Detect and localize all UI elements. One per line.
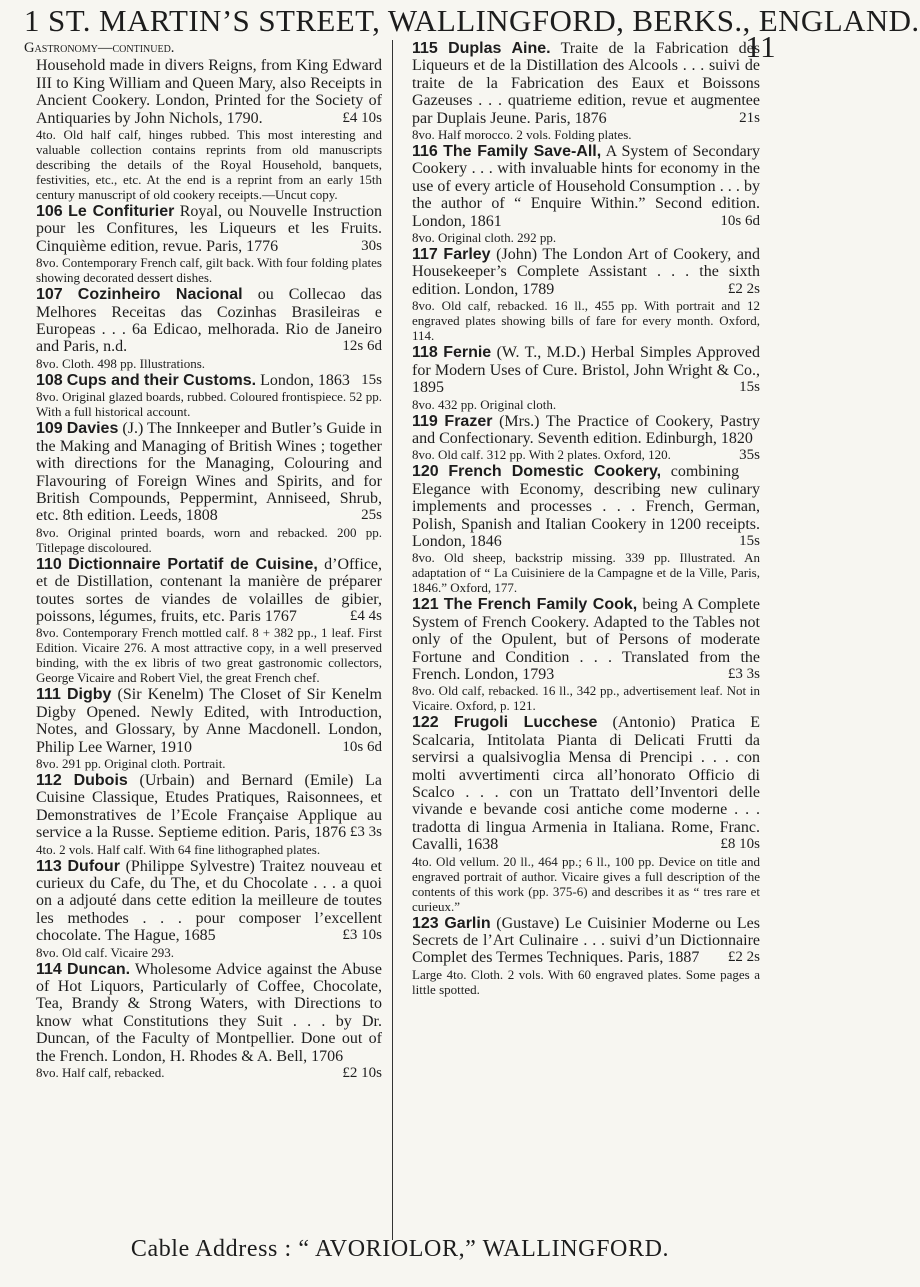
entry-description: 4to. Old vellum. 20 ll., 464 pp.; 6 ll., 100 pp. Device on title and engraved portrait of author. Vicaire gives a full description of the contents of this work (pp. 375-6) and describes it as “ tres rare et curieux.”	[412, 853, 760, 914]
entry-price: £2 10s	[342, 1065, 382, 1082]
entry-title: Duncan.	[66, 960, 131, 978]
catalogue-entry	[400, 344, 760, 411]
entry-description: 8vo. Half calf, rebacked.	[36, 1065, 165, 1081]
catalogue-entry	[24, 420, 382, 554]
catalogue-entry	[24, 286, 382, 371]
entry-description: 8vo. Old calf, rebacked. 16 ll., 342 pp., advertisement leaf. Not in Vicaire. Oxford, p. 121.	[412, 683, 760, 714]
cable-address: Cable Address : “ AVORIOLOR,” WALLINGFORD.	[130, 1236, 670, 1262]
entry-number: 116	[412, 143, 438, 161]
entry-price: £2 2s	[727, 280, 760, 297]
section-heading: Gastronomy—continued.	[24, 40, 175, 56]
catalogue-entry	[400, 143, 760, 245]
catalogue-entry	[400, 246, 760, 343]
entry-description: 4to. 2 vols. Half calf. With 64 fine lithographed plates.	[36, 841, 321, 857]
catalogue-entry	[400, 413, 760, 463]
entry-number: 108	[36, 371, 63, 389]
entry-text: (Sir Kenelm) The Closet of Sir Kenelm Digby Opened. Newly Edited, with Introduction, Notes, and Glossary, by Anne Macdonell. London, Philip Lee Warner, 1910	[36, 686, 382, 756]
catalogue-entry	[400, 463, 760, 595]
entry-price: 10s 6d	[720, 212, 760, 229]
entry-title: Le Confiturier	[68, 203, 175, 221]
entry-description: 8vo. Contemporary French mottled calf. 8 + 382 pp., 1 leaf. First Edition. Vicaire 276. A most attractive copy, in a well preserved binding, with the ex libris of two great gastronomic collectors, George Vicaire and Robert Viel, the great French chef.	[36, 625, 382, 686]
entry-price: £3 10s	[342, 927, 382, 944]
catalogue-entry	[24, 556, 382, 686]
entry-number: 111	[36, 686, 61, 704]
entry-text: d’Office, et de Distillation, contenant la manière de préparer toutes sortes de viandes de volailles de gibier, poissons, légumes, fruits, etc. Paris 1767	[36, 555, 383, 625]
entry-title: Dubois	[73, 771, 128, 789]
entry-title: Fernie	[443, 344, 492, 362]
entry-price: 10s 6d	[342, 738, 382, 755]
entry-number: 114	[36, 960, 62, 978]
entry-price: £3 3s	[727, 665, 760, 682]
entry-price: 30s	[361, 237, 382, 254]
entry-title: Frazer	[444, 412, 493, 430]
entry-description: Large 4to. Cloth. 2 vols. With 60 engraved plates. Some pages a little spotted.	[412, 966, 760, 997]
catalogue-entry	[400, 714, 760, 913]
entry-number: 109	[36, 420, 63, 438]
entry-price: £2 2s	[727, 949, 760, 966]
entry-text: Household made in divers Reigns, from King Edward III to King William and Queen Mary, also Receipts in Ancient Cookery. London, Printed for the Society of Antiquaries by John Nichols, 1790.	[36, 57, 382, 127]
entry-number: 118	[412, 344, 438, 362]
entry-text: London, 1863	[260, 371, 350, 389]
entry-title: Garlin	[444, 914, 491, 932]
catalogue-entry	[24, 57, 382, 202]
entry-description: 8vo. 432 pp. Original cloth.	[412, 396, 557, 412]
entry-description: 8vo. Contemporary French calf, gilt back. With four folding plates showing decorated dessert dishes.	[36, 255, 382, 286]
catalogue-entry	[24, 858, 382, 960]
entry-description: 8vo. Original printed boards, worn and rebacked. 200 pp. Titlepage discoloured.	[36, 524, 382, 555]
entry-number: 113	[36, 857, 62, 875]
entry-text: (Gustave) Le Cuisinier Moderne ou Les Secrets de l’Art Culinaire . . . suivi d’un Dictionnaire Complet des Termes Techniques. Paris, 1887	[412, 914, 761, 967]
entry-title: The French Family Cook,	[443, 596, 638, 614]
entry-text: (John) The London Art of Cookery, and Housekeeper’s Complete Assistant . . . the sixth edition. London, 1789	[412, 246, 760, 298]
entry-text: (Philippe Sylvestre) Traitez nouveau et curieux du Cafe, du The, et du Chocolate . . . a quoi on a adjouté dans cette edition la meilleure de toutes les methodes . . . pour composer l’excellent chocolate. The Hague, 1685	[36, 857, 383, 945]
entry-title: French Domestic Cookery,	[448, 463, 662, 481]
entry-title: The Family Save-All,	[443, 143, 602, 161]
catalogue-entry	[24, 372, 382, 419]
entry-number: 117	[412, 246, 438, 264]
entry-title: Cozinheiro Nacional	[77, 286, 243, 304]
entry-title: Davies	[66, 420, 119, 438]
entry-description: 4to. Old half calf, hinges rubbed. This most interesting and valuable collection contains reprints from old manuscripts describing the details of the Royal Household, banquets, festivities, etc., etc. At the end is a reprint from an early 15th century manuscript of old cookery receipts.—Uncut copy.	[36, 127, 382, 203]
catalogue-entry	[24, 686, 382, 771]
entry-text: (Urbain) and Bernard (Emile) La Cuisine Classique, Etudes Pratiques, Raisonnees, et Demonstratives de l’Ecole Française Applique au service a la Russe. Septieme edition. Paris, 1876	[36, 771, 382, 842]
catalogue-columns	[24, 40, 776, 1240]
entry-text: being A Complete System of French Cookery. Adapted to the Tables not only of the Opulent, but of Persons of moderate Fortune and Condition . . . Translated from the French. London, 1793	[412, 596, 761, 683]
catalogue-entry	[400, 40, 760, 142]
entry-price: 15s	[739, 379, 760, 396]
entry-description: 8vo. Cloth. 498 pp. Illustrations.	[36, 355, 205, 371]
entry-description: 8vo. Original glazed boards, rubbed. Coloured frontispiece. 52 pp. With a full historical account.	[36, 389, 382, 420]
entry-price: 21s	[739, 109, 760, 126]
entry-price: 35s	[739, 447, 760, 464]
entry-price: £8 10s	[720, 836, 760, 853]
entry-title: Frugoli Lucchese	[453, 714, 598, 732]
entry-title: Cups and their Customs.	[66, 371, 257, 389]
entry-text: (W. T., M.D.) Herbal Simples Approved for Modern Uses of Cure. Bristol, John Wright & Co., 1895	[412, 344, 761, 397]
entry-title: Dufour	[67, 857, 120, 875]
entry-text: combining Elegance with Economy, describing new culinary implements and processes . . . French, German, Polish, Spanish and Italian Cookery in 1200 receipts. London, 1846	[412, 463, 760, 550]
entry-title: Duplas Aine.	[448, 40, 551, 57]
entry-number: 121	[412, 596, 439, 614]
entry-description: 8vo. Old calf. Vicaire 293.	[36, 944, 174, 960]
entry-description: 8vo. 291 pp. Original cloth. Portrait.	[36, 755, 226, 771]
entry-title: Digby	[67, 686, 112, 704]
entry-description: 8vo. Old sheep, backstrip missing. 339 pp. Illustrated. An adaptation of “ La Cuisiniere de la Campagne et de la Ville, Paris, 1846.” Oxford, 177.	[412, 550, 760, 596]
entry-price: £3 3s	[349, 824, 382, 841]
catalogue-entry	[24, 961, 382, 1080]
entry-number: 123	[412, 914, 439, 932]
header-title: 1 ST. MARTIN’S STREET, WALLINGFORD, BERKS., ENGLAND.	[24, 3, 920, 38]
catalogue-entry	[24, 203, 382, 285]
catalogue-entry	[400, 915, 760, 997]
entry-price: 25s	[361, 507, 382, 524]
entry-title: Dictionnaire Portatif de Cuisine,	[68, 555, 318, 573]
left-column	[24, 40, 382, 1082]
page-number: 11	[745, 29, 776, 64]
entry-text: Wholesome Advice against the Abuse of Hot Liquors, Particularly of Coffee, Chocolate, Tea, Brandy & Strong Waters, with Directions to know what Constitutions they Suit . . . by Dr. Duncan, of the Faculty of Montpellier. Done out of the French. London, H. Rhodes & A. Bell, 1706	[36, 960, 383, 1065]
entry-number: 120	[412, 463, 439, 481]
entry-price: £4 10s	[342, 109, 382, 126]
entry-number: 115	[412, 40, 438, 57]
entry-number: 106	[36, 203, 63, 221]
entry-title: Farley	[443, 246, 491, 264]
entry-description: 8vo. Original cloth. 292 pp.	[412, 230, 557, 246]
entry-description: 8vo. Old calf. 312 pp. With 2 plates. Oxford, 120.	[412, 447, 671, 463]
catalogue-entry	[400, 596, 760, 713]
entry-description: 8vo. Old calf, rebacked. 16 ll., 455 pp. With portrait and 12 engraved plates showing bills of fare for every month. Oxford, 114.	[412, 298, 760, 344]
right-column	[400, 40, 760, 998]
entry-number: 107	[36, 286, 63, 304]
entry-price: 15s	[739, 532, 760, 549]
entry-number: 122	[412, 714, 439, 732]
entry-text: Royal, ou Nouvelle Instruction pour les Confitures, les Liqueurs et les Fruits. Cinquième edition, revue. Paris, 1776	[36, 203, 383, 255]
entry-text: ou Collecao das Melhores Receitas das Cozinhas Brasileiras e Europeas . . . 6a Edicao, melhorada. Rio de Janeiro and Paris, n.d.	[36, 286, 383, 356]
entry-text: (J.) The Innkeeper and Butler’s Guide in the Making and Managing of British Wines ; together with directions for the Managing, Colouring and Flavouring of Foreign Wines and Spirits, and for British Compounds, Peppermint, Anniseed, Shrub, etc. 8th edition. Leeds, 1808	[36, 420, 382, 525]
entry-number: 112	[36, 771, 62, 789]
entry-number: 110	[36, 555, 62, 573]
entry-price: 12s 6d	[342, 338, 382, 355]
entry-price: £4 4s	[349, 607, 382, 624]
entry-description: 8vo. Half morocco. 2 vols. Folding plates.	[412, 127, 632, 143]
catalogue-entry	[24, 772, 382, 857]
entry-number: 119	[412, 412, 438, 430]
entry-price: 15s	[361, 371, 382, 388]
column-divider	[392, 40, 393, 1240]
entry-text: (Mrs.) The Practice of Cookery, Pastry and Confectionary. Seventh edition. Edinburgh, 1820	[412, 412, 761, 447]
entry-text: A System of Secondary Cookery . . . with invaluable hints for economy in the use of every article of Household Consumption . . . by the author of “ Enquire Within.” Second edition. London, 1861	[412, 143, 760, 230]
entry-text: Traite de la Fabrication des Liqueurs et de la Distillation des Alcools . . . suivi de traite de la Fabrication des Eaux et Boissons Gazeuses . . . quatrieme edition, revue et augmentee par Duplais Jeune. Paris, 1876	[412, 40, 761, 127]
entry-text: (Antonio) Pratica E Scalcaria, Intitolata Pianta di Delicati Frutti da servirsi a qualsivoglia Mensa di Prencipi . . . con molti avvertimenti circa all’honorato Officio di Scalco . . . con un Trattato dell’Inventori delle vivande e bevande cosi antiche come moderne . . . tradotta di lingua Armenia in Italiana. Rome, Franc. Cavalli, 1638	[412, 714, 761, 854]
